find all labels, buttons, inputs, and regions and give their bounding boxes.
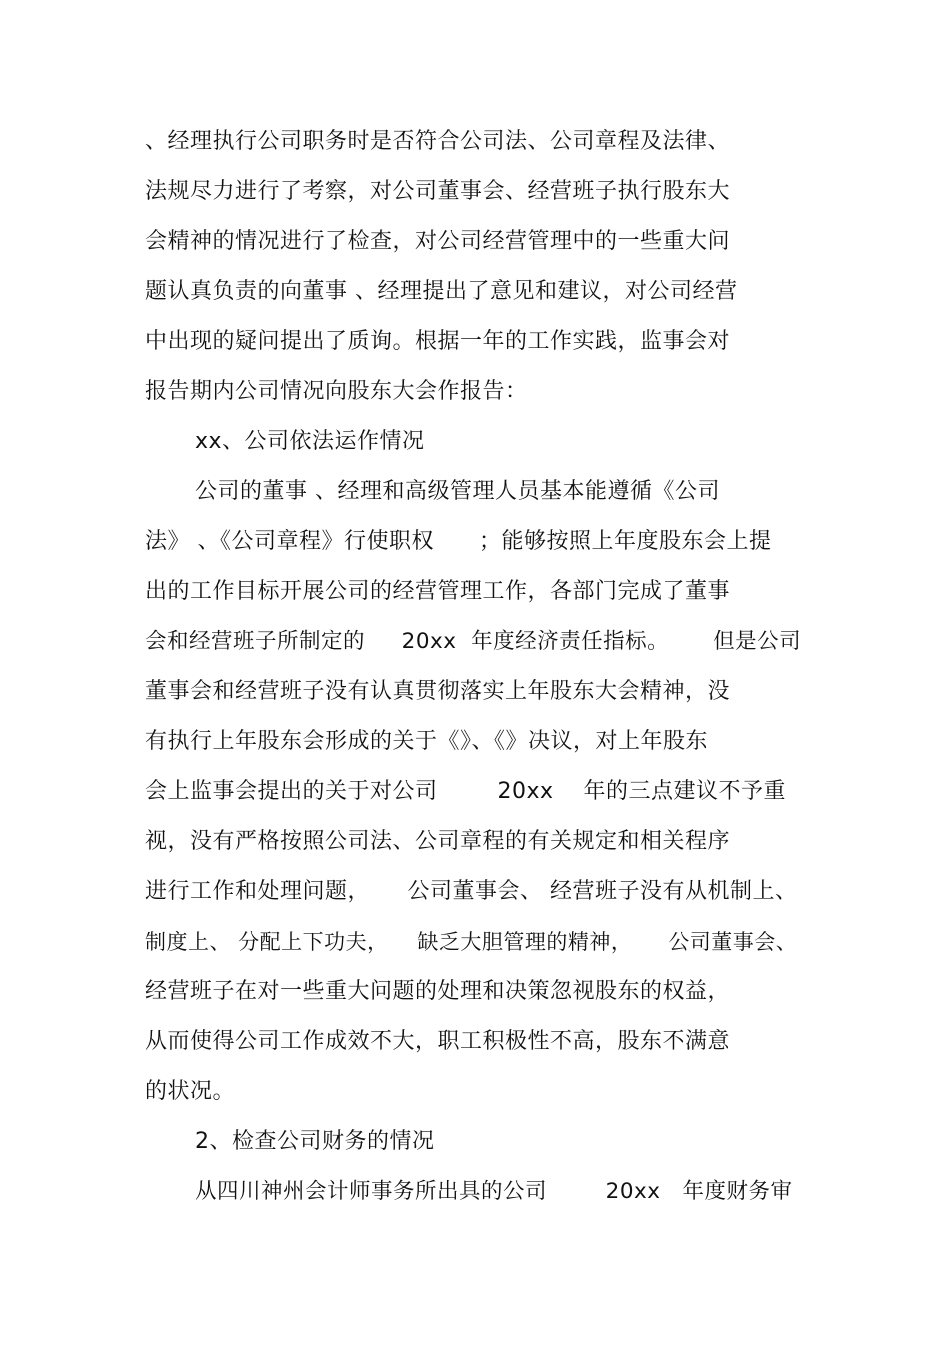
text-line: 会和经营班子所制定的 20xx 年度经济责任指标。 但是公司 [145, 629, 802, 654]
text-line: 视，没有严格按照公司法、公司章程的有关规定和相关程序 [145, 829, 731, 854]
text-line: 会上监事会提出的关于对公司 20xx 年的三点建议不予重 [145, 779, 786, 804]
text-line: 经营班子在对一些重大问题的处理和决策忽视股东的权益， [145, 979, 731, 1004]
text-line: 从四川神州会计师事务所出具的公司 20xx 年度财务审 [195, 1179, 793, 1204]
text-line: 法》 、《公司章程》行使职权 ；能够按照上年度股东会上提 [145, 529, 772, 554]
text-line: 题认真负责的向董事 、经理提出了意见和建议，对公司经营 [145, 279, 738, 304]
text-line: 出的工作目标开展公司的经营管理工作，各部门完成了董事 [145, 579, 731, 604]
text-line: 的状况。 [145, 1079, 236, 1104]
section-heading: 2、检查公司财务的情况 [195, 1129, 435, 1154]
text-line: 、经理执行公司职务时是否符合公司法、公司章程及法律、 [145, 129, 731, 154]
text-line: 进行工作和处理问题， 公司董事会、 经营班子没有从机制上、 [145, 879, 798, 904]
text-line: 报告期内公司情况向股东大会作报告： [145, 379, 528, 404]
text-line: 制度上、 分配上下功夫， 缺乏大胆管理的精神， 公司董事会、 [145, 930, 798, 954]
text-line: 中出现的疑问提出了质询。根据一年的工作实践，监事会对 [145, 329, 731, 354]
text-line: 从而使得公司工作成效不大，职工积极性不高，股东不满意 [145, 1029, 731, 1054]
section-heading: xx、公司依法运作情况 [195, 429, 425, 454]
text-line: 法规尽力进行了考察，对公司董事会、经营班子执行股东大 [145, 179, 731, 204]
text-line: 有执行上年股东会形成的关于《》、《》决议，对上年股东 [145, 729, 709, 754]
text-line: 公司的董事 、经理和高级管理人员基本能遵循《公司 [195, 479, 720, 504]
text-line: 董事会和经营班子没有认真贯彻落实上年股东大会精神，没 [145, 679, 731, 704]
text-line: 会精神的情况进行了检查，对公司经营管理中的一些重大问 [145, 229, 731, 254]
